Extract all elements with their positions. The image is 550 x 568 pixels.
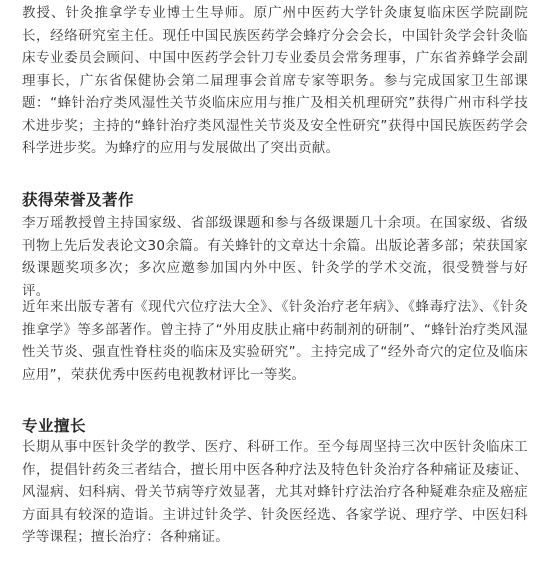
awards-paragraph-2: 近年来出版专著有《现代穴位疗法大全》、《针灸治疗老年病》、《蜂毒疗法》、《针灸推拿学》等多部著作。曾主持了“外用皮肤止痛中药制剂的研制”、“蜂针治疗类风湿性关节炎、强直性脊柱炎的临床及实验研究”。主持完成了“经外奇穴的定位及临床应用”，荣获优秀中医药电视教材评比一等奖。 xyxy=(22,299,528,383)
specialty-heading: 专业擅长 xyxy=(22,417,87,435)
awards-paragraph-1: 李万瑶教授曾主持国家级、省部级课题和参与各级课题几十余项。在国家级、省级刊物上先后发表论文30余篇。有关蜂针的文章达十余篇。出版论著多部；荣获国家级课题奖项多次；多次应邀参加国内外中医、针灸学的学术交流，很受赞誉与好评。 xyxy=(22,215,528,299)
intro-paragraph: 教授、针灸推拿学专业博士生导师。原广州中医药大学针灸康复临床医学院副院长，经络研究室主任。现任中国民族医药学会蜂疗分会会长，中国针灸学会针灸临床专业委员会顾问、中国中医药学会针刀专业委员会常务理事，广东省养蜂学会副理事长，广东省保健协会第二届理事会首席专家等职务。参与完成国家卫生部课题：“蜂针治疗类风湿性关节炎临床应用与推广及相关机理研究”获得广州市科学技术进步奖；主持的“蜂针治疗类风湿性关节炎及安全性研究”获得中国民族医药学会科学进步奖。为蜂疗的应用与发展做出了突出贡献。 xyxy=(22,5,528,156)
specialty-paragraph: 长期从事中医针灸学的教学、医疗、科研工作。至今每周坚持三次中医针灸临床工作，提倡针药灸三者结合，擅长用中医各种疗法及特色针灸治疗各种痛证及痿证、 风湿病、妇科病、骨关节病等疗效显著，尤其对蜂针疗法治疗各种疑难杂症及癌症方面具有较深的造诣。主讲过针灸学、针灸医经选、各家学说、理疗学、中医妇科学等课程；擅长治疗：各种痛证。 xyxy=(22,439,528,545)
awards-heading: 获得荣誉及著作 xyxy=(22,191,135,209)
